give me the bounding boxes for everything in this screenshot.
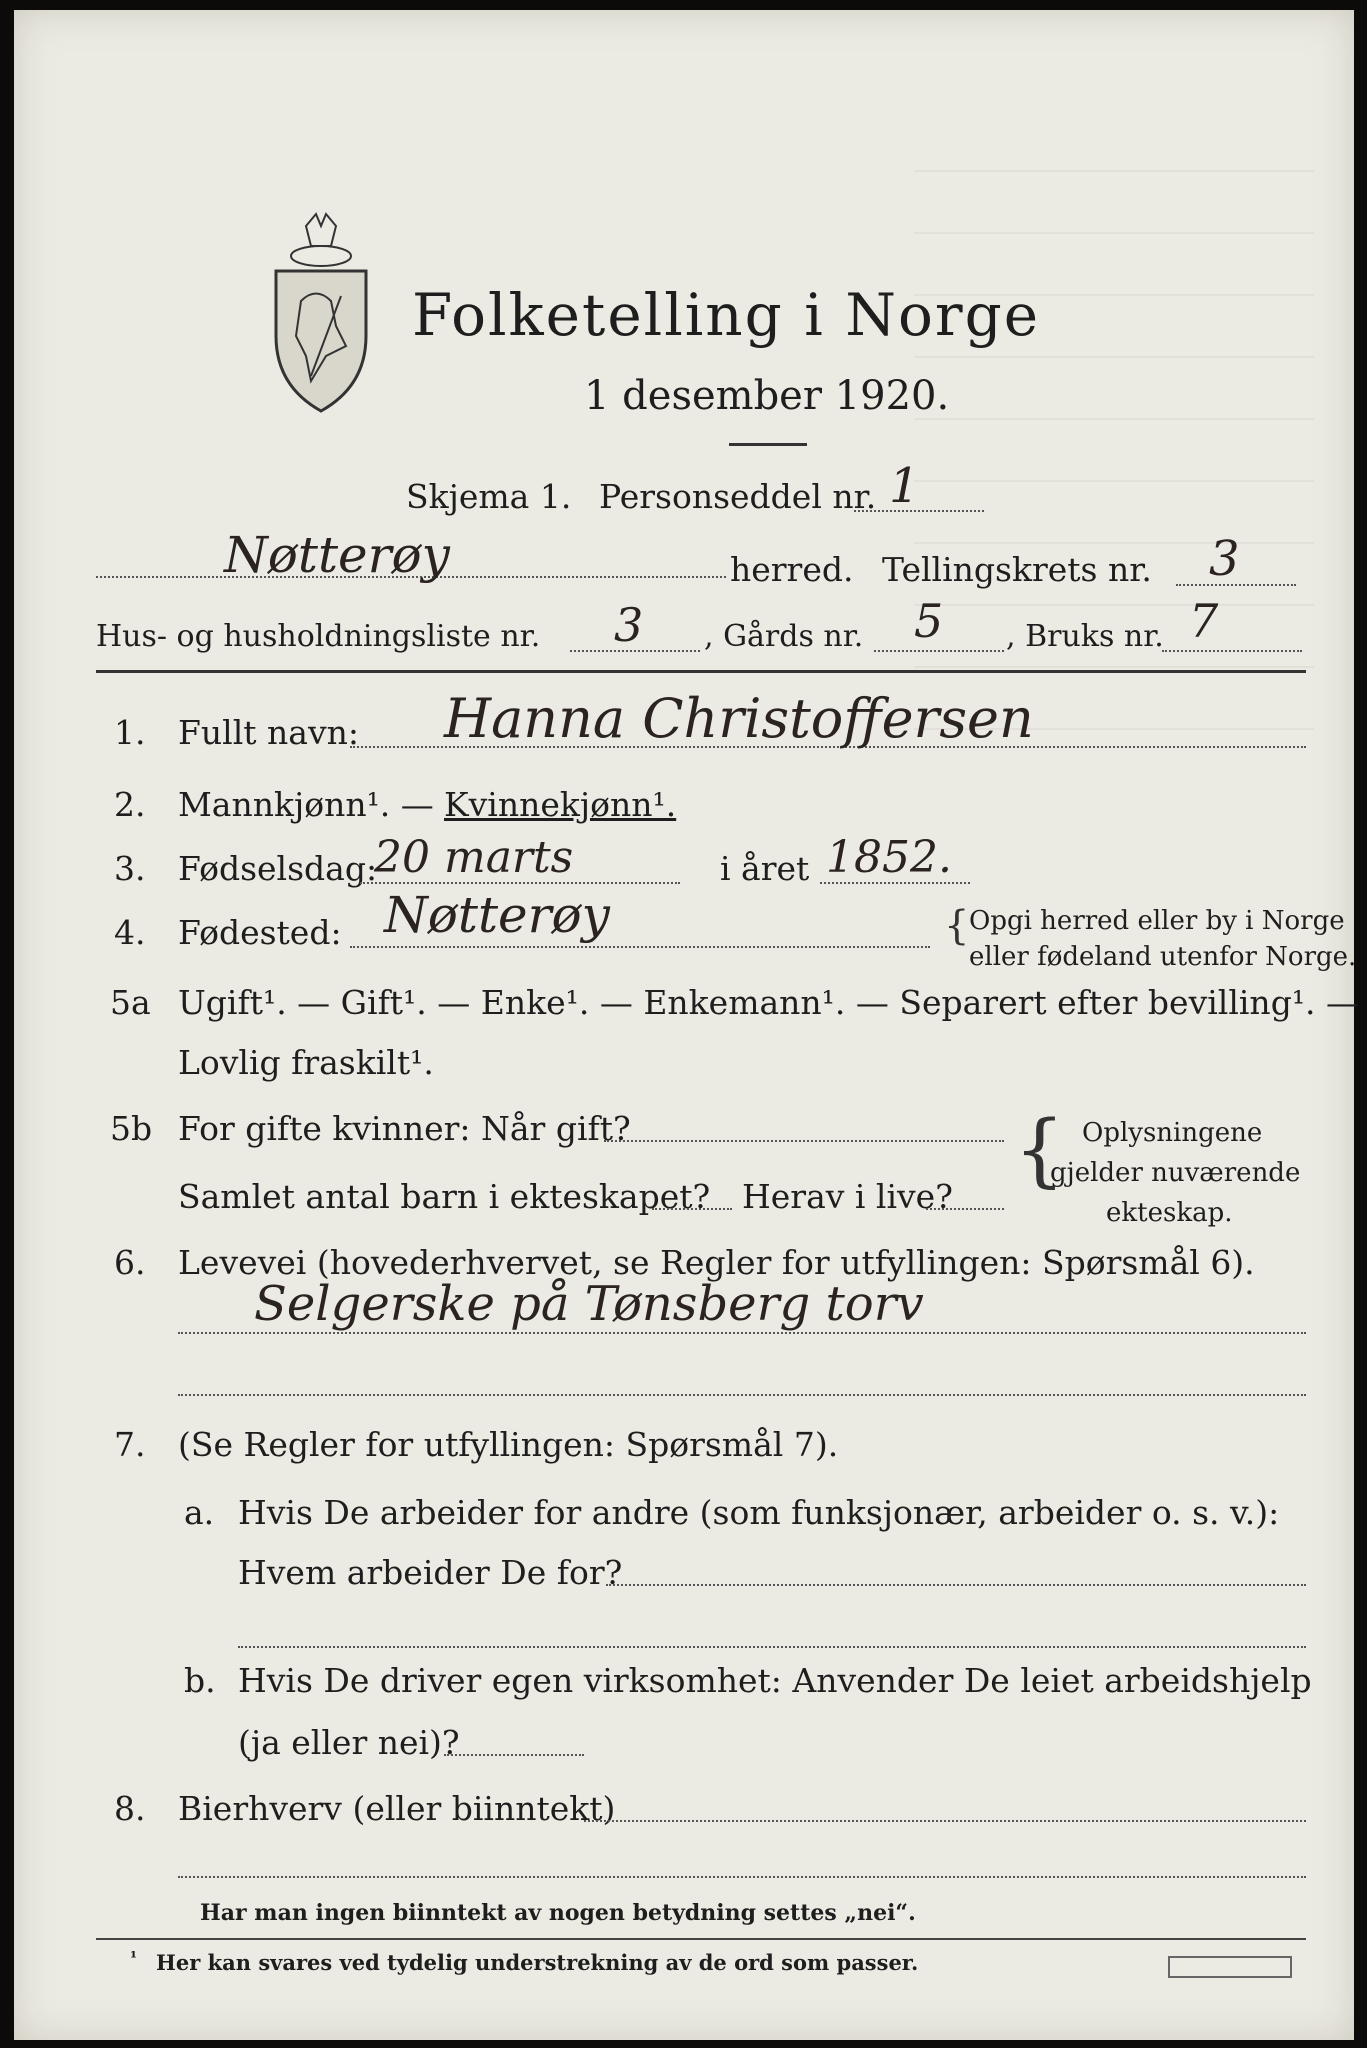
herred-value: Nøtterøy (224, 526, 450, 584)
q7a-line1: Hvis De arbeider for andre (som funksjonær, arbeider o. s. v.): (238, 1493, 1280, 1532)
tellingskrets-value: 3 (1209, 531, 1240, 587)
q4-note-line1: Opgi herred eller by i Norge (969, 906, 1345, 936)
q3-label: Fødselsdag: (178, 849, 378, 888)
census-form (14, 10, 1360, 2040)
footnote-mark: ¹ (130, 1948, 138, 1967)
q5b-note2: gjelder nuværende (1050, 1158, 1301, 1188)
q5b-note1: Oplysningene (1082, 1118, 1263, 1148)
q7b-letter: b. (184, 1661, 216, 1700)
q5b-number: 5b (110, 1109, 153, 1148)
q5b-line2b: Herav i live? (742, 1177, 953, 1216)
q1-value: Hanna Christoffersen (444, 687, 1034, 750)
q4-label: Fødested: (178, 913, 342, 952)
q5b-note3: ekteskap. (1106, 1198, 1233, 1228)
q8-line (584, 1820, 1306, 1822)
skjema-label: Skjema 1. (406, 477, 572, 516)
q2-mann: Mannkjønn¹. — (178, 785, 434, 824)
q5a-line1: Ugift¹. — Gift¹. — Enke¹. — Enkemann¹. — Separert efter bevilling¹. — (178, 983, 1360, 1022)
form-title: Folketelling i Norge (412, 281, 1041, 349)
q5b-i-live-line (926, 1208, 1004, 1210)
q6-line1 (178, 1332, 1306, 1334)
q6-number: 6. (114, 1243, 146, 1282)
q2-number: 2. (114, 785, 146, 824)
tellingskrets-label: Tellingskrets nr. (882, 550, 1152, 589)
q5a-number: 5a (110, 983, 151, 1022)
q5b-line1: For gifte kvinner: Når gift? (178, 1109, 631, 1148)
printer-stamp (1168, 1956, 1292, 1978)
q7a-line (606, 1584, 1306, 1586)
herred-label: herred. (730, 550, 854, 589)
census-date: 1 desember 1920. (584, 373, 950, 419)
biinntekt-note: Har man ingen biinntekt av nogen betydning settes „nei“. (200, 1900, 916, 1926)
bleed-through-texture (914, 110, 1314, 750)
q6-label: Levevei (hovederhvervet, se Regler for utfyllingen: Spørsmål 6). (178, 1243, 1255, 1282)
gards-label: , Gårds nr. (704, 619, 864, 654)
q5a-line2: Lovlig fraskilt¹. (178, 1043, 434, 1082)
q6-value: Selgerske på Tønsberg torv (254, 1276, 924, 1332)
q8-label: Bierhverv (eller biinntekt) (178, 1789, 616, 1828)
q7a-line-extra (238, 1646, 1306, 1648)
personseddel-label: Personseddel nr. (599, 477, 877, 516)
q3-number: 3. (114, 849, 146, 888)
q7-number: 7. (114, 1425, 146, 1464)
q7a-line2: Hvem arbeider De for? (238, 1553, 623, 1592)
q5b-line2a: Samlet antal barn i ekteskapet? (178, 1177, 711, 1216)
q6-line2 (178, 1394, 1306, 1396)
footnote-rule (96, 1938, 1306, 1940)
q8-line2 (178, 1876, 1306, 1878)
q3-value: 20 marts (374, 832, 574, 883)
q4-value: Nøtterøy (384, 886, 610, 944)
q4-line (350, 946, 930, 948)
title-divider (729, 443, 807, 446)
q4-brace: { (944, 903, 970, 949)
q5b-naar-gift-line (604, 1140, 1004, 1142)
q7a-letter: a. (184, 1493, 215, 1532)
q7b-line (444, 1754, 584, 1756)
husholdningsliste-value: 3 (614, 598, 644, 652)
gards-line (874, 650, 1004, 652)
personseddel-value: 1 (889, 458, 920, 514)
q5b-brace: { (1014, 1103, 1065, 1196)
bruks-value: 7 (1189, 594, 1219, 648)
q5b-antal-line (652, 1208, 732, 1210)
q4-number: 4. (114, 913, 146, 952)
bruks-line (1162, 650, 1302, 652)
footnote-text: Her kan svares ved tydelig understrekning av de ord som passer. (156, 1950, 919, 1975)
q7b-line2: (ja eller nei)? (238, 1723, 460, 1762)
q3-aaret-label: i året (720, 849, 810, 888)
q1-label: Fullt navn: (178, 713, 359, 752)
norway-lion-shield-icon (266, 206, 376, 416)
q2-kvinne: Kvinnekjønn¹. (444, 785, 677, 824)
q3-aaret-value: 1852. (826, 832, 952, 883)
q1-number: 1. (114, 713, 146, 752)
q8-number: 8. (114, 1789, 146, 1828)
bruks-label: , Bruks nr. (1006, 619, 1164, 654)
gards-value: 5 (914, 594, 944, 648)
husholdningsliste-label: Hus- og husholdningsliste nr. (96, 619, 541, 654)
q4-note-line2: eller fødeland utenfor Norge. (969, 942, 1357, 972)
header-rule (96, 670, 1306, 673)
q7-label: (Se Regler for utfyllingen: Spørsmål 7). (178, 1425, 839, 1464)
q7b-line1: Hvis De driver egen virksomhet: Anvender De leiet arbeidshjelp (238, 1661, 1312, 1700)
